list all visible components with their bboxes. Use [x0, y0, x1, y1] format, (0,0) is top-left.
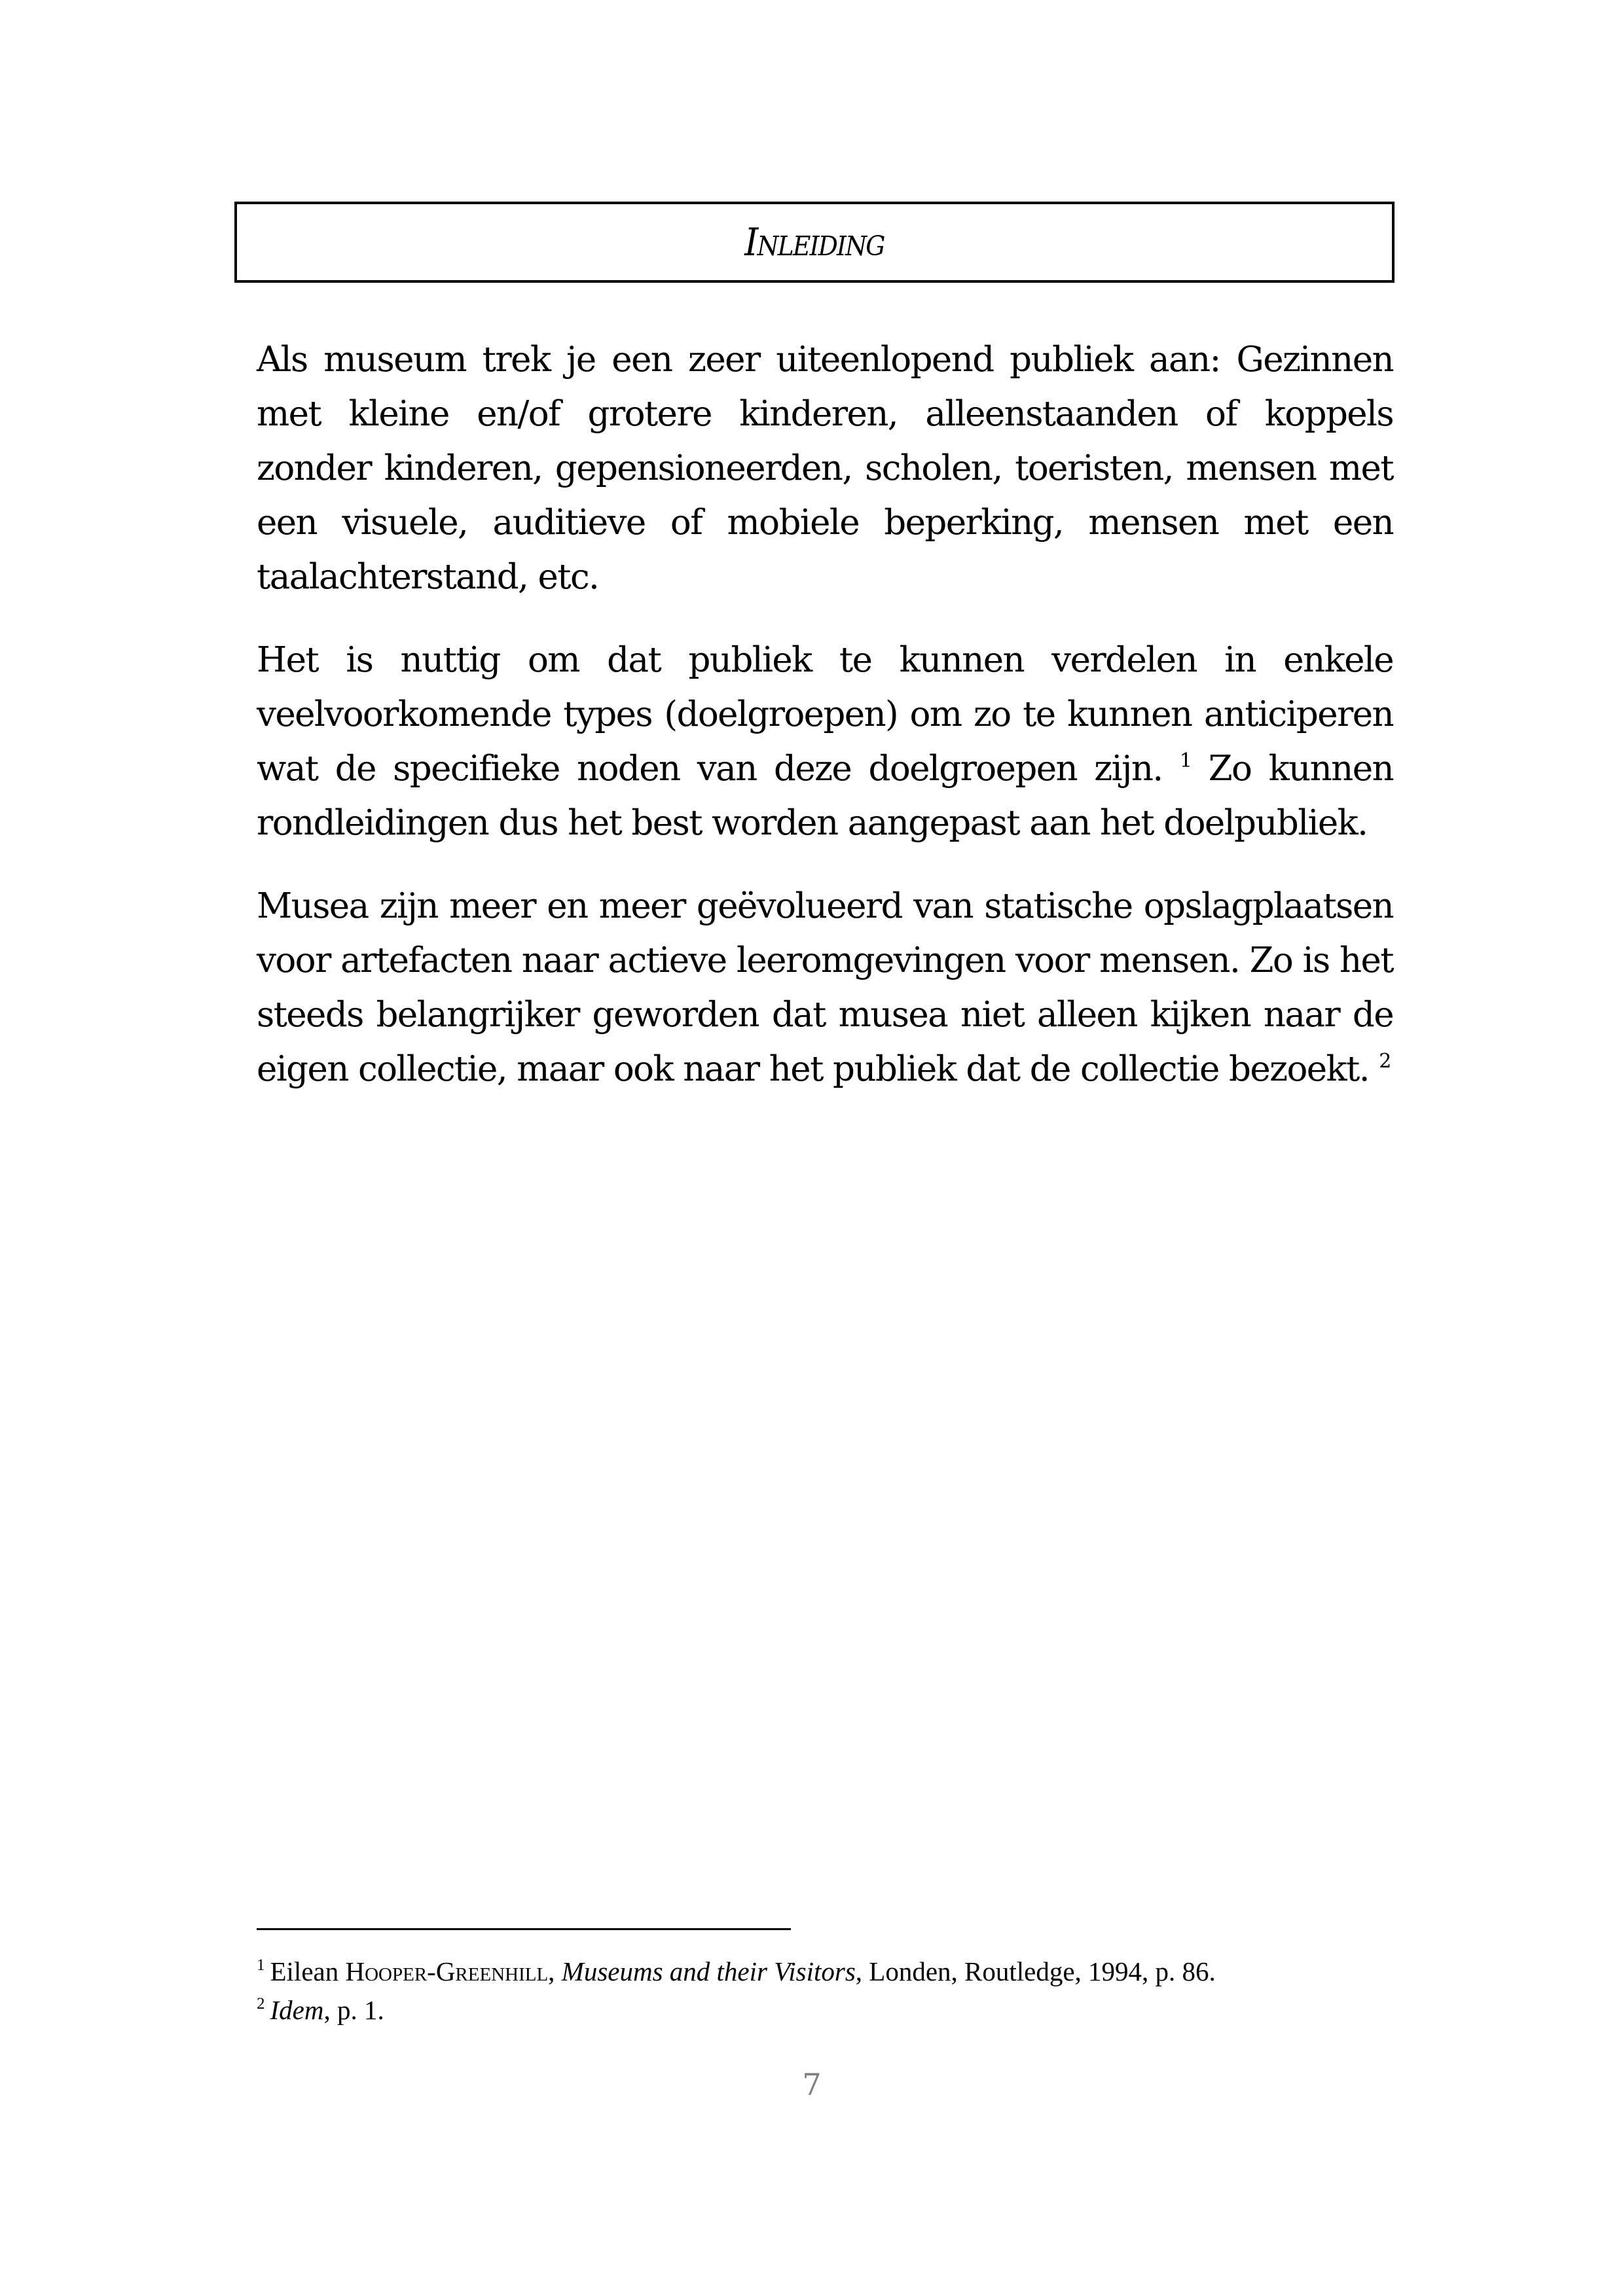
paragraph-1 [257, 332, 1393, 604]
paragraph-text: Musea zijn meer en meer geëvolueerd van statische opslagplaatsen voor artefacten naar actieve leeromgevingen voor mensen. Zo is het steeds belangrijker geworden dat musea niet alleen kijken naar de eigen collectie, maar ook naar het publiek dat de collectie bezoekt. [257, 886, 1393, 1089]
footnote-title: Museums and their Visitors [561, 1956, 856, 1986]
footnotes [257, 1952, 1370, 2030]
footnote-number: 2 [257, 1995, 265, 2013]
paragraph-3 [257, 879, 1393, 1096]
chapter-title: Inleiding [744, 220, 884, 264]
footnote-2 [257, 1991, 1370, 2030]
paragraph-text: Het is nuttig om dat publiek te kunnen verdelen in enkele veelvoorkomende types (doelgroepen) om zo te kunnen anticiperen wat de specifieke noden van deze doelgroepen zijn. [257, 640, 1393, 789]
body-text [257, 332, 1393, 1125]
footnote-rest: , p. 1. [323, 1995, 384, 2025]
footnote-author-last: Hooper-Greenhill [345, 1956, 549, 1986]
footnote-ref-2[interactable]: 2 [1379, 1050, 1391, 1073]
paragraph-2 [257, 633, 1393, 850]
footnote-number: 1 [257, 1956, 265, 1974]
paragraph-text: Als museum trek je een zeer uiteenlopend publiek aan: Gezinnen met kleine en/of grotere kinderen, alleenstaanden of koppels zonder kinderen, gepensioneerden, scholen, toeristen, mensen met een visuele, auditieve of mobiele beperking, mensen met een taalachterstand, etc. [257, 340, 1393, 597]
footnote-rest: , Londen, Routledge, 1994, p. 86. [855, 1956, 1216, 1986]
footnote-author-first: Eilean [270, 1956, 339, 1986]
footnote-title: Idem [270, 1995, 324, 2025]
footnote-1: $^1$ Eilean Hooper-Greenhill, Museums and their Visitors, Londen, Routledge, 1994, p. 86. [257, 1956, 1216, 1986]
paragraph-text: Zo kunnen rondleidingen dus het best worden aangepast aan het doelpubliek. [257, 749, 1393, 843]
footnote-ref-1[interactable]: 1 [1179, 749, 1192, 772]
page-number: 7 [802, 2067, 822, 2102]
footnote-separator [257, 1928, 791, 1930]
chapter-title-box [234, 202, 1395, 283]
